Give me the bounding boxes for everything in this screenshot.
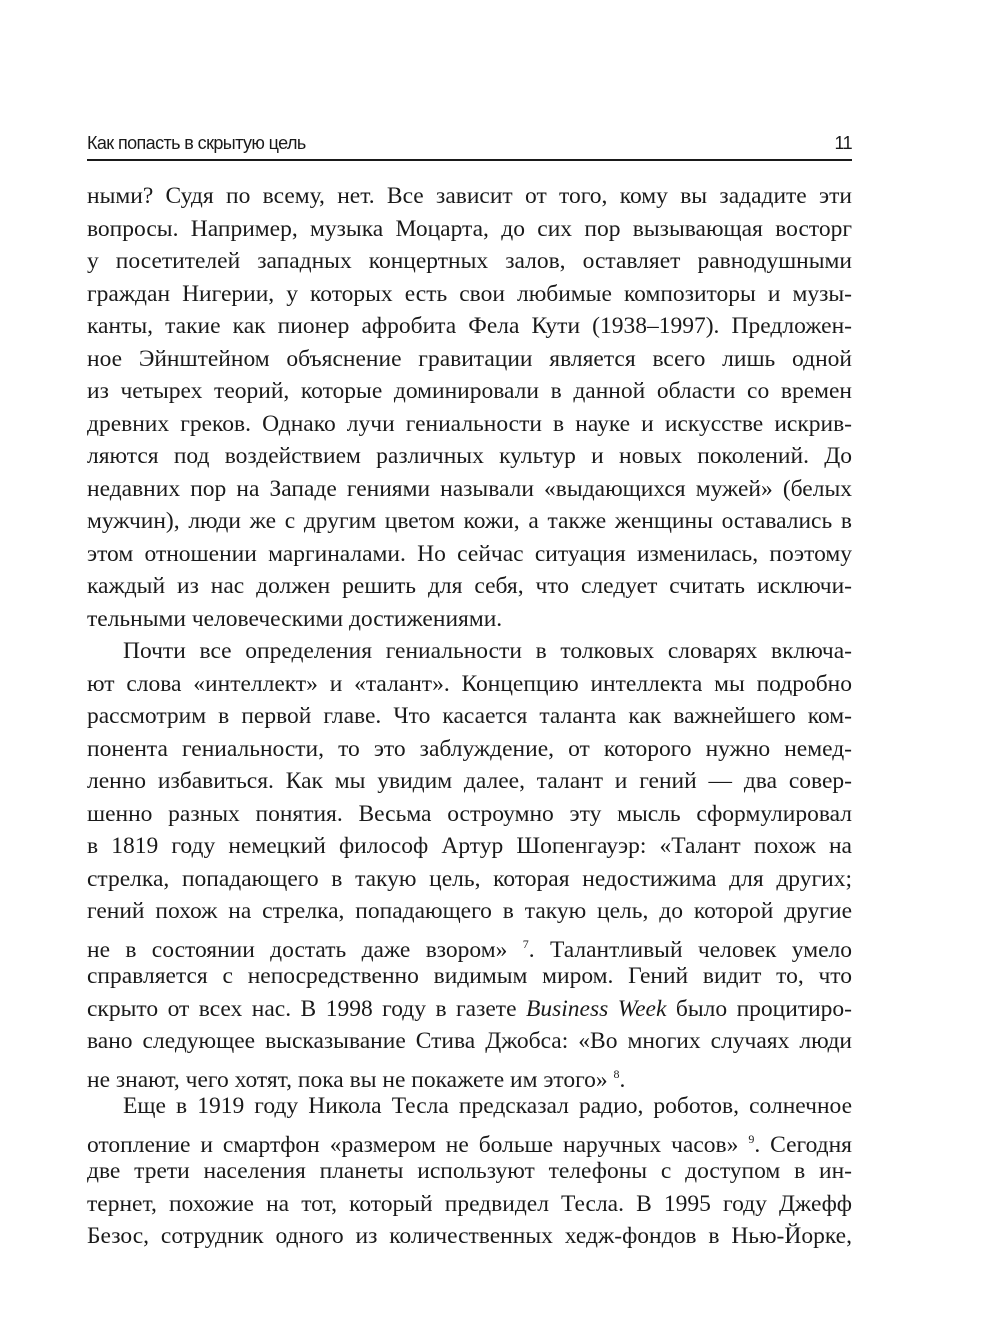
text-line (87, 343, 852, 376)
text-line (87, 278, 852, 311)
text-segment: . Сегодня (754, 1131, 852, 1158)
text-line (87, 928, 852, 961)
text-segment: мужчин), люди же с другим цветом кожи, а также женщины оставались в (87, 508, 852, 534)
text-line (87, 1155, 852, 1188)
text-line (87, 993, 852, 1026)
text-segment: граждан Нигерии, у которых есть свои любимые композиторы и музы- (87, 280, 852, 307)
footnote-ref: 8 (613, 1066, 620, 1081)
text-line (87, 895, 852, 928)
text-line (87, 440, 852, 473)
paragraph (87, 1090, 852, 1253)
text-segment: ленно избавиться. Как мы увидим далее, талант и гений — два совер- (87, 768, 852, 794)
text-segment: ют слова «интеллект» и «талант». Концепцию интеллекта мы подробно (87, 670, 852, 697)
italic-text: Business Week (525, 995, 667, 1022)
text-line (87, 505, 852, 538)
text-line (87, 473, 852, 506)
text-line (87, 213, 852, 246)
text-line (87, 830, 852, 863)
text-line (87, 375, 852, 408)
text-line (87, 635, 852, 668)
text-line (87, 310, 852, 343)
text-line (87, 570, 852, 603)
text-line (87, 668, 852, 701)
page-number: 11 (834, 133, 852, 153)
text-segment: . Талантливый человек умело (528, 936, 852, 963)
text-line (87, 1025, 852, 1058)
text-line (87, 245, 852, 278)
text-line (87, 1123, 852, 1156)
text-segment: в 1819 году немецкий философ Артур Шопенгауэр: «Талант похож на (87, 833, 852, 859)
text-line (87, 700, 852, 733)
text-segment: у посетителей западных концертных залов, оставляет равнодушными (87, 248, 852, 274)
text-segment: ное Эйнштейном объяснение гравитации является всего лишь одной (87, 345, 852, 372)
footnote-ref: 9 (748, 1131, 755, 1146)
chapter-title: Как попасть в скрытую цель (87, 133, 306, 153)
text-segment: ляются под воздействием различных культур и новых поколений. До (87, 443, 852, 469)
text-line (87, 180, 852, 213)
text-segment: шенно разных понятия. Весьма остроумно эту мысль сформулировал (87, 800, 852, 827)
text-segment: из четырех теорий, которые доминировали в данной области со времен (87, 378, 852, 404)
text-line (87, 1058, 852, 1091)
text-segment: канты, такие как пионер афробита Фела Кути (1938–1997). Предложен- (87, 313, 852, 339)
text-line (87, 960, 852, 993)
text-line (87, 1220, 852, 1253)
text-segment: тернет, похожие на тот, который предвидел Тесла. В 1995 году Джефф (87, 1190, 852, 1217)
text-line (87, 1090, 852, 1123)
text-segment: отопление и смартфон «размером не больше наручных часов» (87, 1131, 749, 1158)
text-segment: недавних пор на Западе гениями называли «выдающихся мужей» (белых (87, 475, 852, 502)
header-rule (87, 159, 852, 161)
text-segment: каждый из нас должен решить для себя, что следует считать исключи- (87, 573, 852, 599)
text-segment: ными? Судя по всему, нет. Все зависит от того, кому вы зададите эти (87, 183, 852, 209)
text-segment: вопросы. Например, музыка Моцарта, до сих пор вызывающая восторг (87, 215, 852, 242)
text-line (87, 798, 852, 831)
text-segment: справляется с непосредственно видимым миром. Гений видит то, что (87, 963, 852, 989)
running-header (87, 133, 852, 159)
text-segment: вано следующее высказывание Стива Джобса: «Во многих случаях люди (87, 1028, 852, 1054)
text-segment: . (619, 1066, 626, 1093)
text-segment: две трети населения планеты используют телефоны с доступом в ин- (87, 1158, 852, 1184)
text-line (87, 1188, 852, 1221)
text-segment: скрыто от всех нас. В 1998 году в газете (87, 995, 526, 1022)
paragraph (87, 180, 852, 635)
text-line (87, 538, 852, 571)
text-segment: рассмотрим в первой главе. Что касается таланта как важнейшего ком- (87, 703, 852, 729)
text-line (87, 733, 852, 766)
text-segment: не знают, чего хотят, пока вы не покажете им этого» (87, 1066, 614, 1093)
text-segment: древних греков. Однако лучи гениальности в науке и искусстве искрив- (87, 410, 852, 437)
text-segment: не в состоянии достать даже взором» (87, 936, 523, 963)
text-segment: Безос, сотрудник одного из количественных хедж-фондов в Нью-Йорке, (87, 1223, 852, 1249)
text-line (87, 603, 852, 636)
text-segment: тельными человеческими достижениями. (87, 605, 503, 632)
text-segment: Еще в 1919 году Никола Тесла предсказал радио, роботов, солнечное (123, 1093, 852, 1119)
footnote-ref: 7 (522, 936, 529, 951)
text-segment: стрелка, попадающего в такую цель, которая недостижима для других; (87, 865, 852, 892)
text-line (87, 863, 852, 896)
text-line (87, 765, 852, 798)
body-text (87, 180, 852, 1253)
text-line (87, 408, 852, 441)
paragraph (87, 635, 852, 1093)
text-segment: гений похож на стрелка, попадающего в такую цель, до которой другие (87, 898, 852, 924)
text-segment: было процитиро- (666, 995, 852, 1022)
text-segment: этом отношении маргиналами. Но сейчас ситуация изменилась, поэтому (87, 540, 852, 567)
text-segment: понента гениальности, то это заблуждение, от которого нужно немед- (87, 735, 852, 762)
text-segment: Почти все определения гениальности в толковых словарях включа- (123, 638, 852, 664)
